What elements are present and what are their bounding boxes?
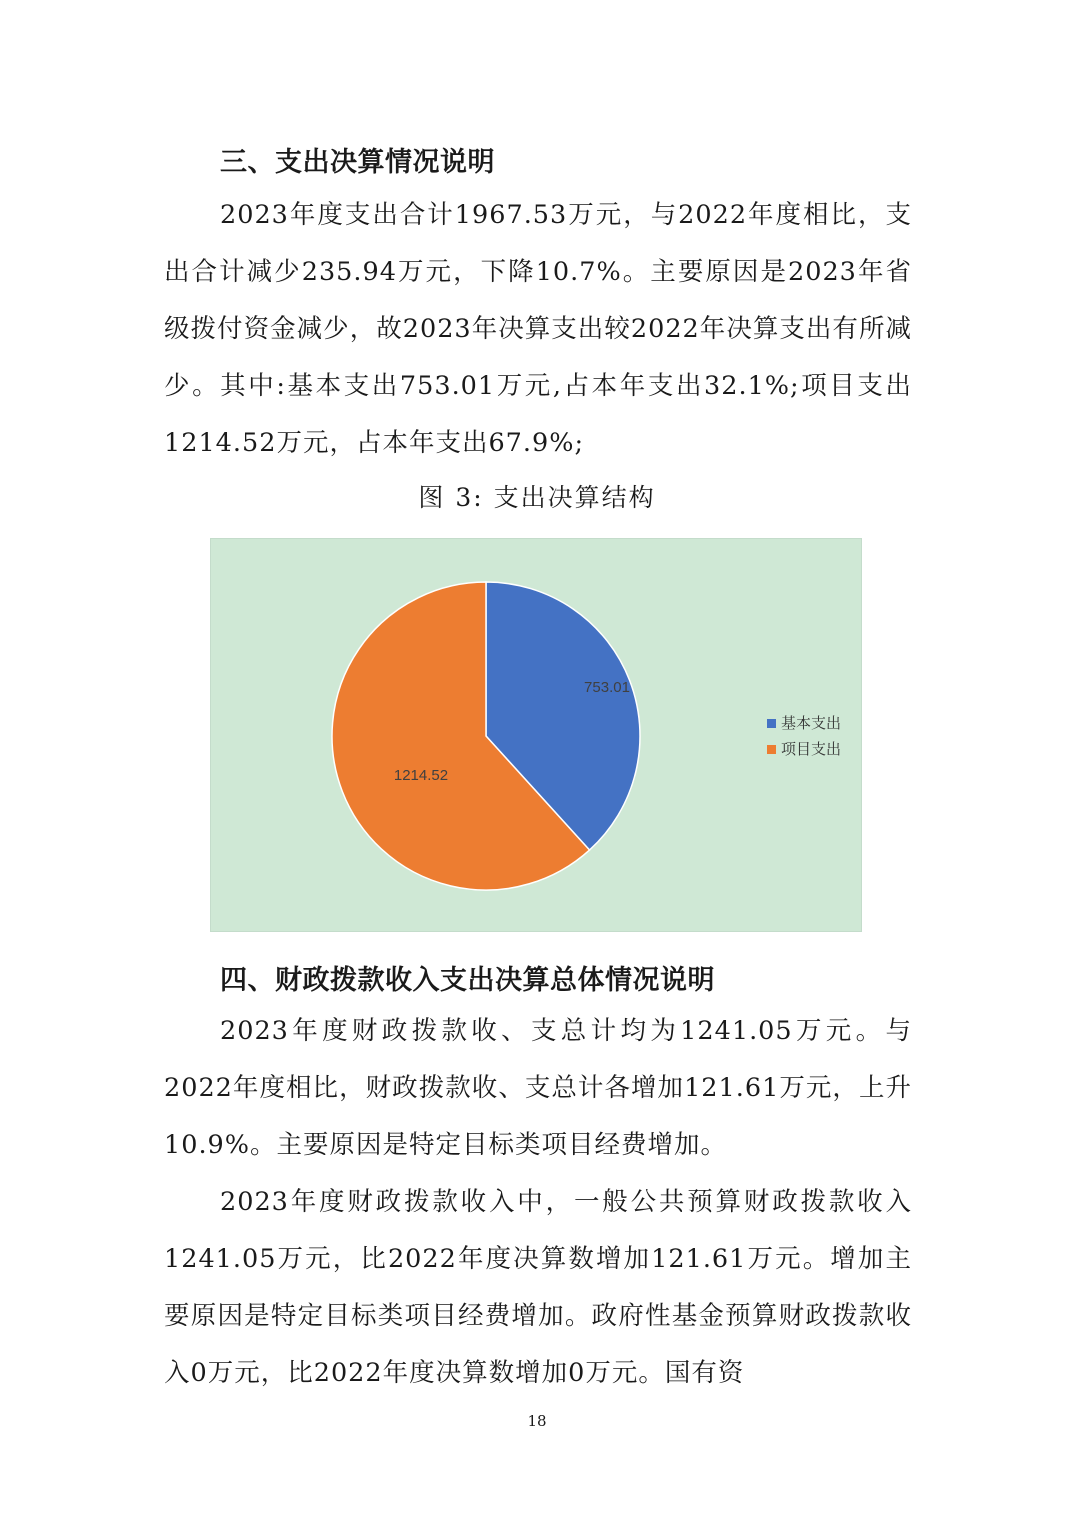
section-4-paragraph-2: 2023年度财政拨款收入中，一般公共预算财政拨款收入1241.05万元，比2022年度决算数增加121.61万元。增加主要原因是特定目标类项目经费增加。政府性基金预算财政拨款收入0万元，比2022年度决算数增加0万元。国有资	[164, 1187, 912, 1388]
data-label-2: 1214.52	[393, 767, 449, 784]
legend-label-2: 项目支出	[781, 740, 842, 758]
figure-caption: 图 3: 支出决算结构	[418, 483, 656, 512]
section-4-heading: 四、财政拨款收入支出决算总体情况说明	[220, 965, 715, 996]
legend-swatch-1	[767, 719, 776, 728]
section-3-paragraph: 2023年度支出合计1967.53万元，与2022年度相比，支出合计减少235.94万元，下降10.7%。主要原因是2023年省级拨付资金减少，故2023年决算支出较2022年决算支出有所减少。其中:基本支出753.01万元,占本年支出32.1%;项目支出1214.52万元，占本年支出67.9%;	[164, 200, 912, 458]
page-number: 18	[527, 1412, 547, 1430]
section-3-heading: 三、支出决算情况说明	[220, 147, 495, 178]
legend-label-1: 基本支出	[781, 714, 842, 732]
pie-chart	[210, 538, 862, 932]
section-4-paragraph-1: 2023年度财政拨款收、支总计均为1241.05万元。与2022年度相比，财政拨款收、支总计各增加121.61万元，上升10.9%。主要原因是特定目标类项目经费增加。	[164, 1016, 912, 1160]
data-label-1: 753.01	[584, 679, 630, 696]
legend-swatch-2	[767, 745, 776, 754]
pie-chart-svg	[211, 539, 863, 933]
